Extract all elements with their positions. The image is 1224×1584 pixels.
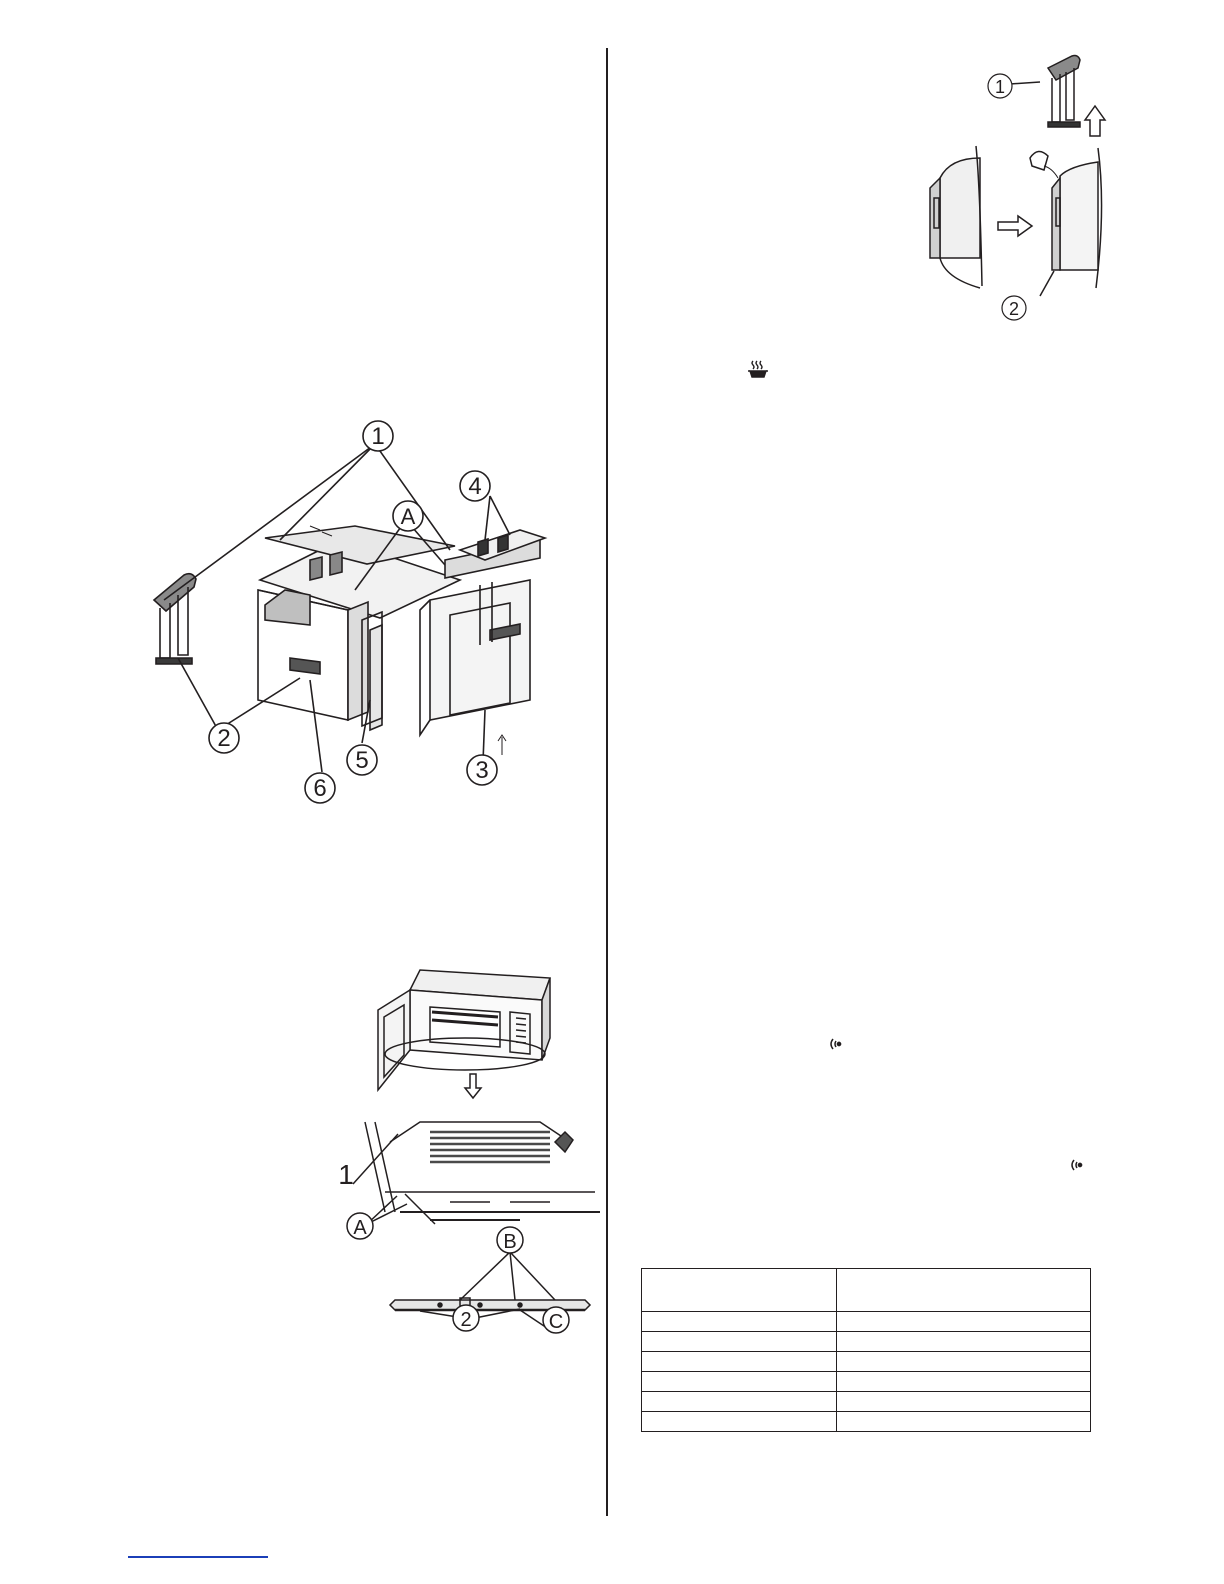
table-header-cell [837,1269,1091,1312]
callout-6: 6 [313,775,327,802]
steam-pot-icon [748,360,768,383]
door-removal-figure [330,962,600,1342]
table-row [642,1352,1091,1372]
door-removal-drawing [330,962,600,1342]
water-tank-drawing [920,48,1120,328]
callout-1: 1 [371,423,385,450]
callout-B: B [503,1231,517,1253]
table-cell [837,1392,1091,1412]
callout-A: A [353,1217,367,1239]
wireless-signal-icon [829,1037,843,1055]
column-divider [606,48,608,1516]
water-tank-figure [920,48,1120,328]
table-header-row [642,1269,1091,1312]
footer-link-underline[interactable] [128,1556,268,1558]
table-cell [642,1372,837,1392]
table-header-cell [642,1269,837,1312]
table-cell [837,1312,1091,1332]
table-cell [642,1312,837,1332]
wireless-signal-icon [1070,1158,1084,1176]
table-row [642,1332,1091,1352]
table-row [642,1372,1091,1392]
callout-A: A [400,504,416,529]
table-cell [642,1392,837,1412]
callout-C: C [548,1311,564,1333]
table-row [642,1392,1091,1412]
table-cell [837,1332,1091,1352]
callout-3: 3 [475,757,489,784]
spec-table [641,1268,1091,1432]
callout-1: 1 [994,77,1006,97]
table-cell [837,1352,1091,1372]
table-cell [642,1352,837,1372]
callout-1: 1 [338,1159,354,1190]
door-parts-drawing [130,410,560,810]
callout-5: 5 [355,747,369,774]
callout-4: 4 [468,473,482,500]
table-cell [642,1332,837,1352]
table-row [642,1412,1091,1432]
callout-2: 2 [460,1309,472,1331]
callout-2: 2 [217,725,231,752]
table-cell [642,1412,837,1432]
table-row [642,1312,1091,1332]
callout-2: 2 [1008,299,1020,319]
table-cell [837,1412,1091,1432]
door-parts-figure [130,410,560,810]
table-cell [837,1372,1091,1392]
